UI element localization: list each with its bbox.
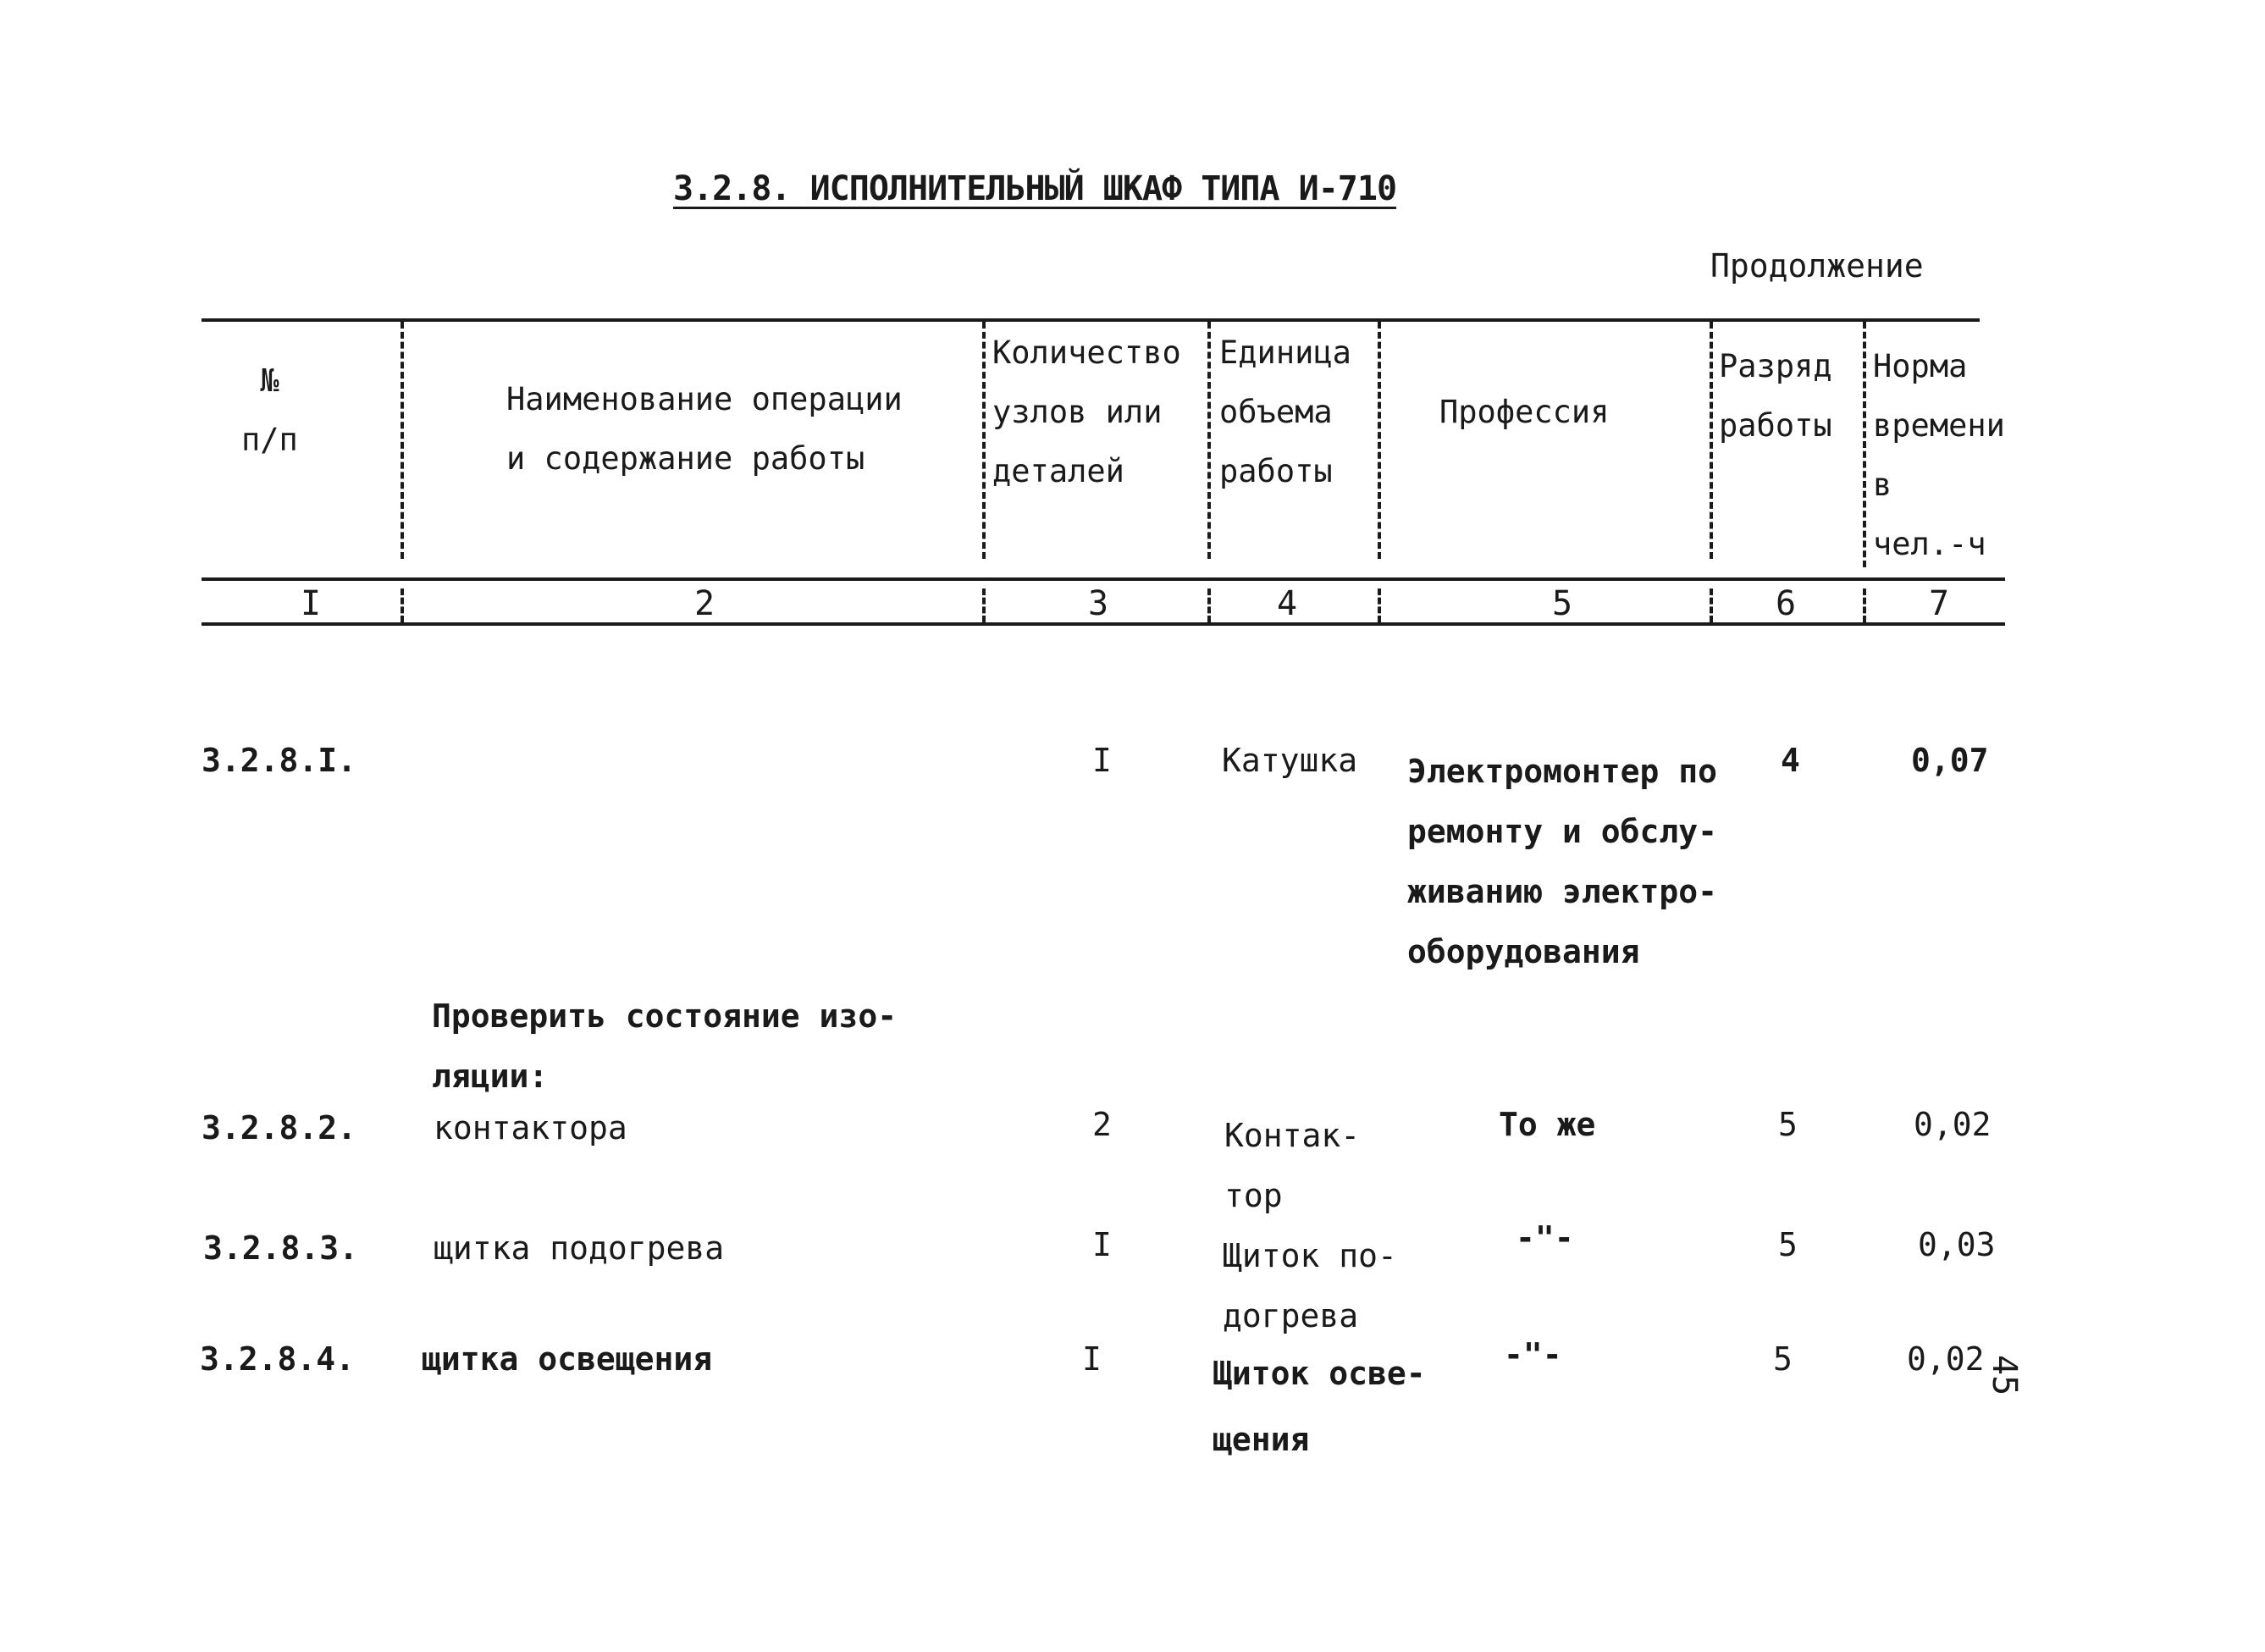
col-separator (401, 322, 404, 559)
header-col6-line: Разряд (1719, 348, 1832, 384)
col-separator (1207, 588, 1211, 622)
column-number: 6 (1776, 584, 1797, 623)
col-separator (1863, 588, 1866, 622)
row-operation: контактора (434, 1109, 627, 1146)
row-profession: -"- (1504, 1336, 1562, 1373)
column-number: 7 (1929, 584, 1950, 623)
column-number: 2 (694, 584, 715, 623)
row-qty: I (1092, 742, 1112, 779)
row-unit-line: Контак- (1224, 1117, 1361, 1154)
header-col4-line: Единица (1219, 334, 1351, 371)
header-col7 (1873, 337, 2005, 574)
row-number: 3.2.8.2. (202, 1109, 357, 1146)
row-norm: 0,02 (1914, 1106, 1992, 1143)
row-profession: То же (1499, 1106, 1596, 1143)
row-operation: щитка освещения (422, 1340, 713, 1378)
row-grade: 4 (1781, 742, 1800, 779)
header-col7-line: Норма (1873, 348, 1968, 384)
header-top-rule (202, 318, 1980, 322)
col-separator (1710, 588, 1713, 622)
header-col2 (506, 370, 903, 489)
row-grade: 5 (1773, 1340, 1793, 1378)
header-col7-line: времени (1873, 407, 2005, 444)
row-qty: I (1082, 1340, 1102, 1378)
header-col4-line: работы (1219, 453, 1333, 489)
continuation-label: Продолжение (1710, 247, 1924, 285)
col-separator (401, 588, 404, 622)
row-unit (1223, 1226, 1397, 1346)
row-profession: -"- (1516, 1219, 1574, 1257)
row-qty: 2 (1092, 1106, 1112, 1143)
row-qty: I (1092, 1226, 1112, 1263)
column-number: 5 (1552, 584, 1573, 623)
header-col6-line: работы (1719, 407, 1832, 444)
header-col3-line: деталей (992, 453, 1124, 489)
header-col5: Профессия (1439, 394, 1610, 430)
row-grade: 5 (1778, 1226, 1798, 1263)
header-col7-line: чел.-ч (1873, 526, 1986, 562)
col-separator (982, 588, 986, 622)
row-unit-line: щения (1213, 1421, 1310, 1458)
col-separator (1378, 588, 1381, 622)
header-col1-line: п/п (241, 422, 298, 458)
row-profession-line: Электромонтер по (1407, 753, 1718, 790)
section-note (432, 986, 897, 1107)
document-title: 3.2.8. ИСПОЛНИТЕЛЬНЫЙ ШКАФ ТИПА И-710 (673, 169, 1397, 208)
col-separator (1378, 322, 1381, 559)
row-norm: 0,02 (1907, 1340, 1985, 1378)
header-col2-line: и содержание работы (506, 440, 865, 477)
header-col1 (241, 351, 298, 470)
row-norm: 0,03 (1918, 1226, 1996, 1263)
header-col1-line: № (260, 362, 279, 399)
header-col3-line: Количество (992, 334, 1181, 371)
row-unit: Катушка (1222, 742, 1358, 779)
header-col4 (1219, 323, 1351, 501)
section-note-line: Проверить состояние изо- (432, 997, 898, 1035)
header-bottom-rule (202, 577, 2005, 581)
column-number: I (301, 584, 322, 623)
col-separator (1863, 322, 1866, 567)
row-profession-line: ремонту и обслу- (1407, 813, 1718, 850)
section-note-line: ляции: (432, 1058, 549, 1095)
row-unit (1224, 1106, 1360, 1226)
col-separator (1207, 322, 1211, 559)
page-number: 45 (1985, 1355, 2024, 1396)
header-col4-line: объема (1219, 394, 1333, 430)
row-unit-line: тор (1224, 1177, 1283, 1214)
header-col2-line: Наименование операции (506, 381, 903, 417)
row-unit (1213, 1340, 1426, 1472)
row-profession-line: оборудования (1407, 933, 1640, 970)
row-norm: 0,07 (1911, 742, 1989, 779)
column-number: 3 (1088, 584, 1109, 623)
row-number: 3.2.8.I. (202, 742, 357, 779)
row-profession-line: живанию электро- (1407, 873, 1718, 910)
row-grade: 5 (1778, 1106, 1798, 1143)
header-col3-line: узлов или (992, 394, 1163, 430)
row-profession (1407, 742, 1717, 982)
row-operation: щитка подогрева (434, 1229, 725, 1267)
column-number: 4 (1277, 584, 1298, 623)
row-number: 3.2.8.4. (200, 1340, 356, 1378)
header-col6 (1719, 337, 1832, 456)
header-col3 (992, 323, 1181, 501)
row-unit-line: догрева (1223, 1297, 1359, 1334)
row-unit-line: Щиток по- (1223, 1237, 1397, 1274)
row-unit-line: Щиток осве- (1213, 1355, 1426, 1392)
col-separator (1710, 322, 1713, 559)
col-separator (982, 322, 986, 559)
header-col7-line: в (1873, 467, 1892, 503)
row-number: 3.2.8.3. (203, 1229, 359, 1267)
